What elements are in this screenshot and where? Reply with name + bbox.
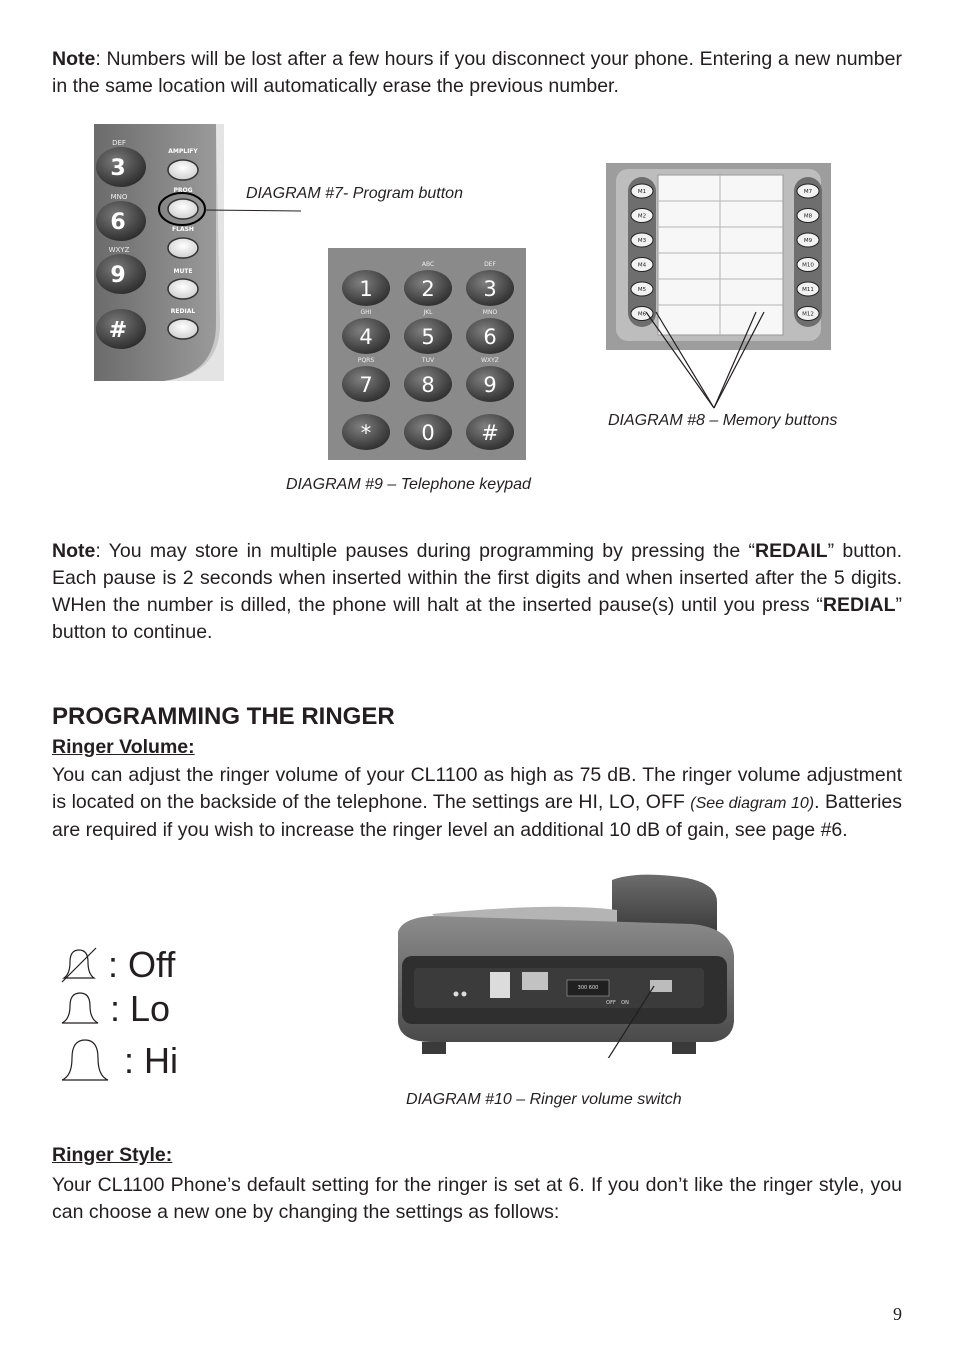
memory-button-label: M6 [637, 311, 647, 318]
diagram9-caption: DIAGRAM #9 – Telephone keypad [286, 476, 531, 493]
legend-off: : Off [58, 944, 175, 986]
bell-lo-icon [58, 989, 102, 1029]
keypad-key-label: 0 [421, 421, 435, 445]
keypad-key-label: 4 [359, 325, 373, 349]
keypad-key-letters: DEF [484, 261, 496, 268]
keypad-key-letters: PQRS [357, 357, 375, 364]
keypad-key-label: 5 [421, 325, 435, 349]
switch-off-label: OFF [606, 1000, 616, 1006]
phone-back-photo [392, 872, 738, 1058]
switch-on-label: ON [621, 1000, 629, 1006]
key-9: 9 [110, 263, 126, 288]
redail-label: REDAIL [755, 540, 828, 562]
memory-button-label: M11 [802, 287, 814, 293]
keypad-key-label: 2 [421, 277, 435, 301]
svg-text:WXYZ: WXYZ [108, 246, 130, 254]
memory-button-label: M9 [803, 238, 813, 244]
keypad-key-label: 7 [359, 373, 373, 397]
key-6: 6 [110, 210, 126, 235]
memory-button-label: M4 [637, 262, 647, 269]
note-paragraph-1 [52, 46, 902, 100]
diagram7-pointer-line [205, 205, 305, 215]
key-hash: # [108, 318, 128, 343]
svg-text:FLASH: FLASH [172, 226, 194, 233]
telephone-keypad-photo [328, 248, 526, 460]
diagram7-caption: DIAGRAM #7- Program button [246, 185, 463, 202]
bell-off-icon [58, 946, 100, 984]
ringer-style-switch-label: 300 600 [577, 985, 599, 991]
svg-text:AMPLIFY: AMPLIFY [168, 148, 198, 155]
diagram8-pointer-lines [637, 310, 770, 410]
ringer-style-heading: Ringer Style: [52, 1144, 173, 1166]
ringer-volume-paragraph: You can adjust the ringer volume of your CL1100 as high as 75 dB. The ringer volume adjustment is located on the backside of the telephone. The settings are HI, LO, OFF (See diagram 10). Batteries are required if you wish to increase the ringer level an additional 10 dB of gain, see page #6. [52, 764, 902, 841]
keypad-key-label: 1 [359, 277, 373, 301]
ringer-style-paragraph: Your CL1100 Phone’s default setting for the ringer is set at 6. If you don’t like the ringer style, you can choose a new one by changing the settings as follows: [52, 1174, 902, 1223]
svg-text:PROG: PROG [173, 187, 193, 194]
keypad-key-label: * [360, 421, 372, 445]
keypad-key-label: 9 [483, 373, 497, 397]
note-label: Note [52, 48, 96, 70]
keypad-key-label: 6 [483, 325, 497, 349]
memory-button-label: M12 [802, 311, 814, 318]
redial-label: REDIAL [822, 594, 896, 616]
memory-button-label: M7 [803, 189, 813, 195]
note-paragraph-2: Note: You may store in multiple pauses during programming by pressing the “REDAIL” button. Each pause is 2 seconds when inserted within the first digits and when inserted after the 5 digits. WHen the number is dilled, the phone will halt at the inserted pause(s) until you press “REDIAL” button to continue. [52, 540, 902, 643]
memory-button-label: M10 [802, 262, 814, 269]
keypad-key-letters: WXYZ [481, 357, 499, 364]
key-3: 3 [110, 156, 126, 181]
keypad-key-label: # [481, 421, 499, 445]
svg-text:REDIAL: REDIAL [170, 308, 196, 315]
section-heading: PROGRAMMING THE RINGER [52, 703, 395, 730]
keypad-key-letters: TUV [421, 357, 435, 364]
svg-text:MNO: MNO [110, 193, 128, 201]
keypad-key-label: 8 [421, 373, 435, 397]
diagram8-caption: DIAGRAM #8 – Memory buttons [608, 412, 838, 429]
legend-hi: : Hi [58, 1036, 178, 1086]
memory-button-label: M3 [637, 238, 647, 244]
memory-button-label: M1 [637, 189, 647, 195]
diagram10-caption: DIAGRAM #10 – Ringer volume switch [406, 1091, 682, 1108]
memory-button-label: M2 [637, 213, 647, 220]
page-number: 9 [893, 1304, 902, 1324]
memory-button-label: M5 [637, 287, 647, 293]
keypad-key-label: 3 [483, 277, 497, 301]
memory-button-label: M8 [803, 213, 813, 220]
keypad-key-letters: GHI [360, 309, 372, 316]
note-text: : Numbers will be lost after a few hours if you disconnect your phone. Entering a new number in the same location will automatically erase the previous number. [52, 48, 902, 97]
program-button-photo [94, 124, 224, 381]
legend-lo: : Lo [58, 988, 170, 1030]
keypad-key-letters: MNO [482, 309, 498, 316]
svg-text:DEF: DEF [112, 139, 126, 147]
keypad-key-letters: ABC [421, 261, 435, 268]
keypad-key-letters: JKL [423, 309, 433, 316]
svg-text:MUTE: MUTE [173, 268, 193, 275]
ringer-volume-heading: Ringer Volume: [52, 736, 195, 758]
bell-hi-icon [58, 1036, 112, 1086]
note-label: Note [52, 540, 96, 562]
